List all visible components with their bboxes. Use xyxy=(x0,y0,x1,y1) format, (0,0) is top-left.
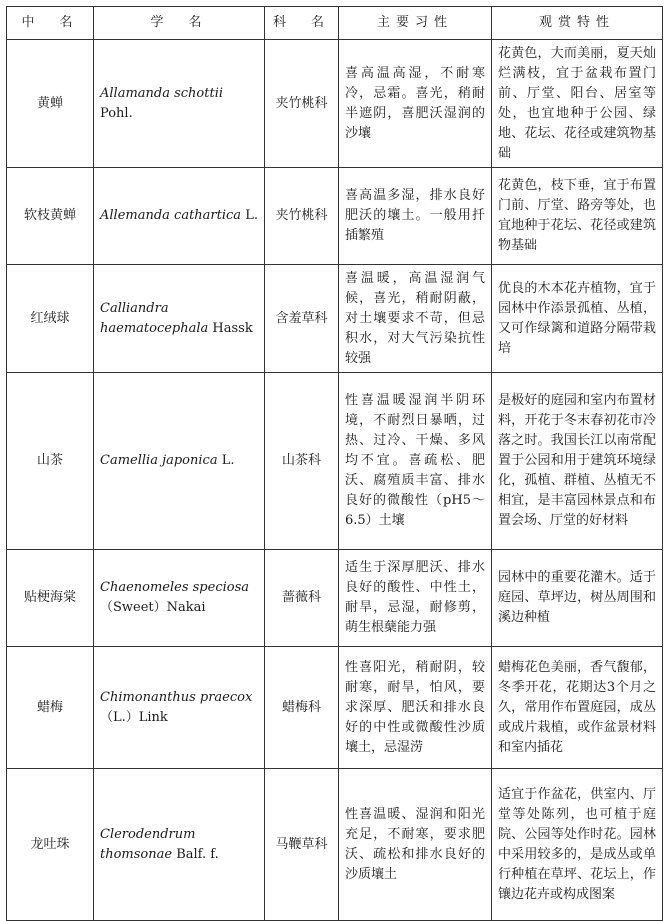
scientific-name xyxy=(94,647,265,769)
scientific-binomial: Chimonanthus praecox xyxy=(100,689,253,705)
ornamental-text: 花黄色，大而美丽，夏天灿烂满枝，宜于盆栽布置门前、厅堂、阳台、居室等处，也宜地种于公园、绿地、花坛、花径或建筑物基础 xyxy=(492,40,663,168)
family-name: 含羞草科 xyxy=(265,265,339,373)
ornamental-text: 适宜于作盆花，供室内、厅堂等处陈列，也可植于庭院、公园等处作时花。园林中采用较多的，是成丛或单行种植在草坪、花坛上，作镶边花卉或构成图案 xyxy=(492,769,663,921)
family-name: 夹竹桃科 xyxy=(265,168,339,265)
habit-text: 性喜温暖湿润半阴环境，不耐烈日暴晒，过热、过冷、干燥、多风均不宜。喜疏松、肥沃、腐殖质丰富、排水良好的微酸性（pH5～6.5）土壤 xyxy=(339,373,492,550)
scientific-author: Hassk xyxy=(208,320,253,336)
habit-text: 喜温暖，高温湿润气候，喜光，稍耐阴蔽，对土壤要求不苛，但忌积水，对大气污染抗性较强 xyxy=(339,265,492,373)
chinese-name: 软枝黄蝉 xyxy=(7,168,94,265)
table-row xyxy=(7,550,663,647)
habit-text: 喜高温高湿，不耐寒冷，忌霜。喜光，稍耐半遮阴，喜肥沃湿润的沙壤 xyxy=(339,40,492,168)
plant-table xyxy=(6,6,663,921)
scientific-name xyxy=(94,265,265,373)
header-chinese-name: 中 名 xyxy=(7,7,94,40)
chinese-name: 蜡梅 xyxy=(7,647,94,769)
header-habit: 主要习性 xyxy=(339,7,492,40)
scientific-author: （Sweet）Nakai xyxy=(100,600,206,615)
table-row xyxy=(7,168,663,265)
ornamental-text: 蜡梅花色美丽，香气馥郁，冬季开花，花期达3个月之久，常用作布置庭园，成丛或成片栽植，或作盆景材料和室内插花 xyxy=(492,647,663,769)
habit-text: 性喜温暖、湿润和阳光充足，不耐寒，要求肥沃、疏松和排水良好的沙质壤土 xyxy=(339,769,492,921)
scientific-name xyxy=(94,373,265,550)
scientific-author: Balf. f. xyxy=(172,846,219,862)
scientific-name xyxy=(94,769,265,921)
scientific-author: L. xyxy=(241,208,258,223)
chinese-name: 龙吐珠 xyxy=(7,769,94,921)
family-name: 马鞭草科 xyxy=(265,769,339,921)
table-row xyxy=(7,373,663,550)
scientific-binomial: Clerodendrum thomsonae xyxy=(100,826,196,862)
habit-text: 适生于深厚肥沃、排水良好的酸性、中性土，耐旱，忌湿，耐修剪，萌生根蘖能力强 xyxy=(339,550,492,647)
family-name: 山茶科 xyxy=(265,373,339,550)
header-row xyxy=(7,7,663,40)
ornamental-text: 园林中的重要花灌木。适于庭园、草坪边，树丛周围和溪边种植 xyxy=(492,550,663,647)
scientific-author: Pohl. xyxy=(100,105,133,121)
header-ornamental: 观赏特性 xyxy=(492,7,663,40)
scientific-binomial: Chaenomeles speciosa xyxy=(100,580,250,595)
header-family: 科 名 xyxy=(265,7,339,40)
scientific-name xyxy=(94,168,265,265)
ornamental-text: 是极好的庭园和室内布置材料，开花于冬末春初花市冷落之时。我国长江以南常配置于公园和用于建筑环境绿化，孤植、群植、丛植无不相宜，是丰富园林景点和布置会场、厅堂的好材料 xyxy=(492,373,663,550)
scientific-binomial: Allamanda schottii xyxy=(100,85,224,101)
ornamental-text: 花黄色，枝下垂，宜于布置门前、厅堂、路旁等处，也宜地种于花坛、花径或建筑物基础 xyxy=(492,168,663,265)
family-name: 蜡梅科 xyxy=(265,647,339,769)
scientific-binomial: Allemanda cathartica xyxy=(100,208,242,223)
scientific-binomial: Calliandra haematocephala xyxy=(100,300,209,336)
scientific-name xyxy=(94,40,265,168)
chinese-name: 黄蝉 xyxy=(7,40,94,168)
chinese-name: 贴梗海棠 xyxy=(7,550,94,647)
scientific-author: （L.）Link xyxy=(100,709,168,725)
table-row xyxy=(7,647,663,769)
scientific-name xyxy=(94,550,265,647)
scientific-author: L. xyxy=(217,453,235,468)
table-row xyxy=(7,265,663,373)
ornamental-text: 优良的木本花卉植物，宜于园林中作添景孤植、丛植，又可作绿篱和道路分隔带栽培 xyxy=(492,265,663,373)
chinese-name: 山茶 xyxy=(7,373,94,550)
scientific-binomial: Camellia japonica xyxy=(100,453,218,468)
table-row xyxy=(7,769,663,921)
habit-text: 性喜阳光，稍耐阴，较耐寒，耐旱，怕风，要求深厚、肥沃和排水良好的中性或微酸性沙质壤土，忌湿涝 xyxy=(339,647,492,769)
table-row xyxy=(7,40,663,168)
habit-text: 喜高温多湿，排水良好肥沃的壤土。一般用扦插繁殖 xyxy=(339,168,492,265)
family-name: 蔷薇科 xyxy=(265,550,339,647)
chinese-name: 红绒球 xyxy=(7,265,94,373)
header-scientific-name: 学 名 xyxy=(94,7,265,40)
family-name: 夹竹桃科 xyxy=(265,40,339,168)
